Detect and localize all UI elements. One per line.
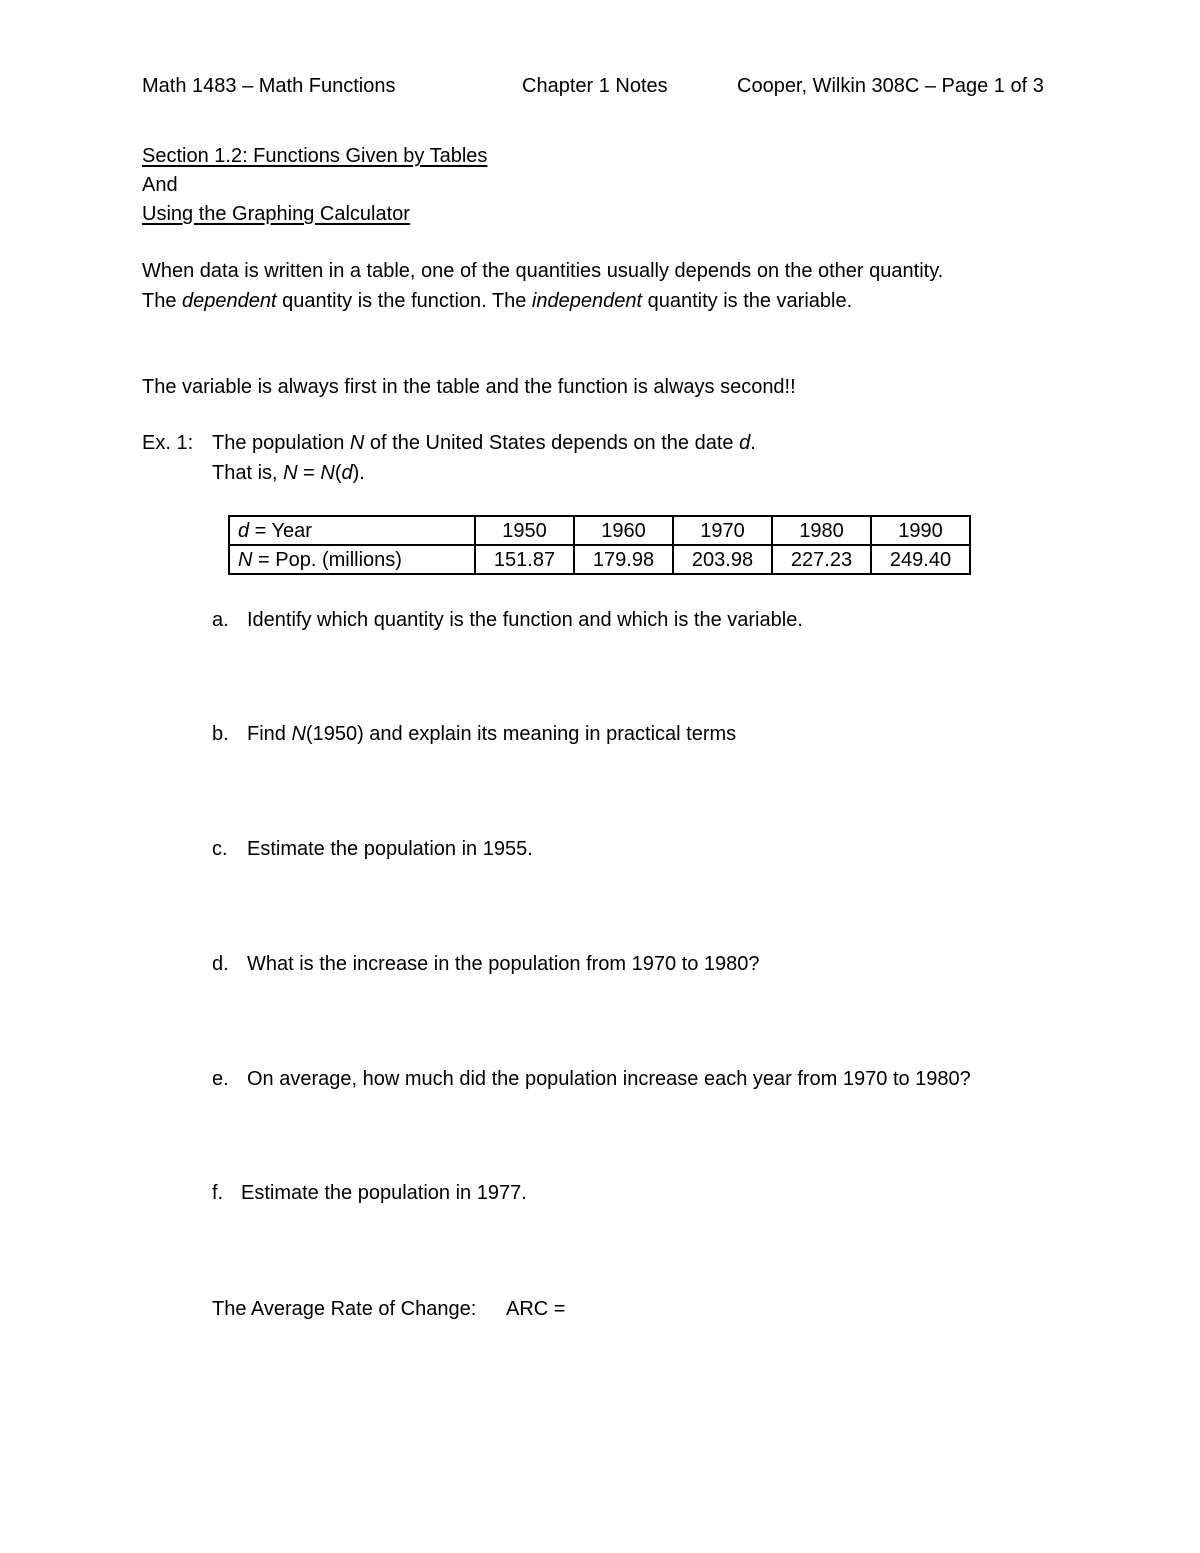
var-N: N [238, 548, 253, 571]
row-header-population [229, 545, 475, 574]
question-d-label: d. [212, 953, 229, 975]
section-subtitle: Using the Graphing Calculator [142, 203, 410, 225]
question-c: Estimate the population in 1955. [247, 838, 533, 860]
question-d: What is the increase in the population from 1970 to 1980? [247, 953, 760, 975]
year-cell: 1980 [772, 516, 871, 545]
question-f: Estimate the population in 1977. [241, 1182, 527, 1204]
question-a-label: a. [212, 609, 229, 631]
dependent-term: dependent [182, 290, 277, 312]
arc-formula: ARC = [506, 1298, 566, 1320]
section-and: And [142, 174, 178, 196]
question-text: (1950) and explain its meaning in practical terms [305, 723, 737, 745]
header-chapter: Chapter 1 Notes [522, 75, 668, 97]
section-title: Section 1.2: Functions Given by Tables [142, 145, 488, 167]
population-cell: 249.40 [871, 545, 970, 574]
question-a: Identify which quantity is the function and which is the variable. [247, 609, 803, 631]
population-cell: 203.98 [673, 545, 772, 574]
header-course: Math 1483 – Math Functions [142, 75, 396, 97]
population-cell: 179.98 [574, 545, 673, 574]
row-header-text: = Year [249, 519, 312, 542]
var-N: N [320, 462, 335, 484]
population-table [228, 515, 971, 575]
question-b [247, 724, 736, 744]
example-label: Ex. 1: [142, 432, 194, 454]
question-text: Find [247, 723, 292, 745]
arc-label: The Average Rate of Change: [212, 1298, 477, 1320]
question-e-label: e. [212, 1068, 229, 1090]
question-e: On average, how much did the population increase each year from 1970 to 1980? [247, 1068, 971, 1090]
intro-line-1: When data is written in a table, one of the quantities usually depends on the other quantity. [142, 260, 944, 282]
example-line-1 [212, 433, 756, 453]
intro-line-2 [142, 291, 852, 311]
independent-term: independent [531, 290, 643, 312]
var-d: d [238, 519, 250, 542]
question-c-label: c. [212, 838, 228, 860]
example-text: That is, [212, 462, 284, 484]
table-row [229, 545, 970, 574]
example-text: ( [334, 462, 342, 484]
year-cell: 1950 [475, 516, 574, 545]
var-N: N [349, 432, 365, 454]
example-text: = [297, 462, 321, 484]
variable-rule: The variable is always first in the table and the function is always second!! [142, 376, 796, 398]
row-header-year [229, 516, 475, 545]
population-cell: 227.23 [772, 545, 871, 574]
intro-text: The [142, 290, 183, 312]
intro-text: quantity is the function. The [276, 290, 532, 312]
example-text: ). [352, 462, 365, 484]
var-d: d [739, 432, 751, 454]
example-text: The population [212, 432, 350, 454]
question-b-label: b. [212, 723, 229, 745]
year-cell: 1960 [574, 516, 673, 545]
example-text: of the United States depends on the date [364, 432, 740, 454]
year-cell: 1990 [871, 516, 970, 545]
table-row [229, 516, 970, 545]
example-text: . [750, 432, 756, 454]
example-line-2 [212, 463, 365, 483]
header-page-info: Cooper, Wilkin 308C – Page 1 of 3 [737, 75, 1044, 97]
row-header-text: = Pop. (millions) [252, 548, 402, 571]
population-cell: 151.87 [475, 545, 574, 574]
var-N: N [283, 462, 298, 484]
question-f-label: f. [212, 1182, 224, 1204]
intro-text: quantity is the variable. [642, 290, 853, 312]
var-N: N [291, 723, 306, 745]
year-cell: 1970 [673, 516, 772, 545]
var-d: d [341, 462, 353, 484]
